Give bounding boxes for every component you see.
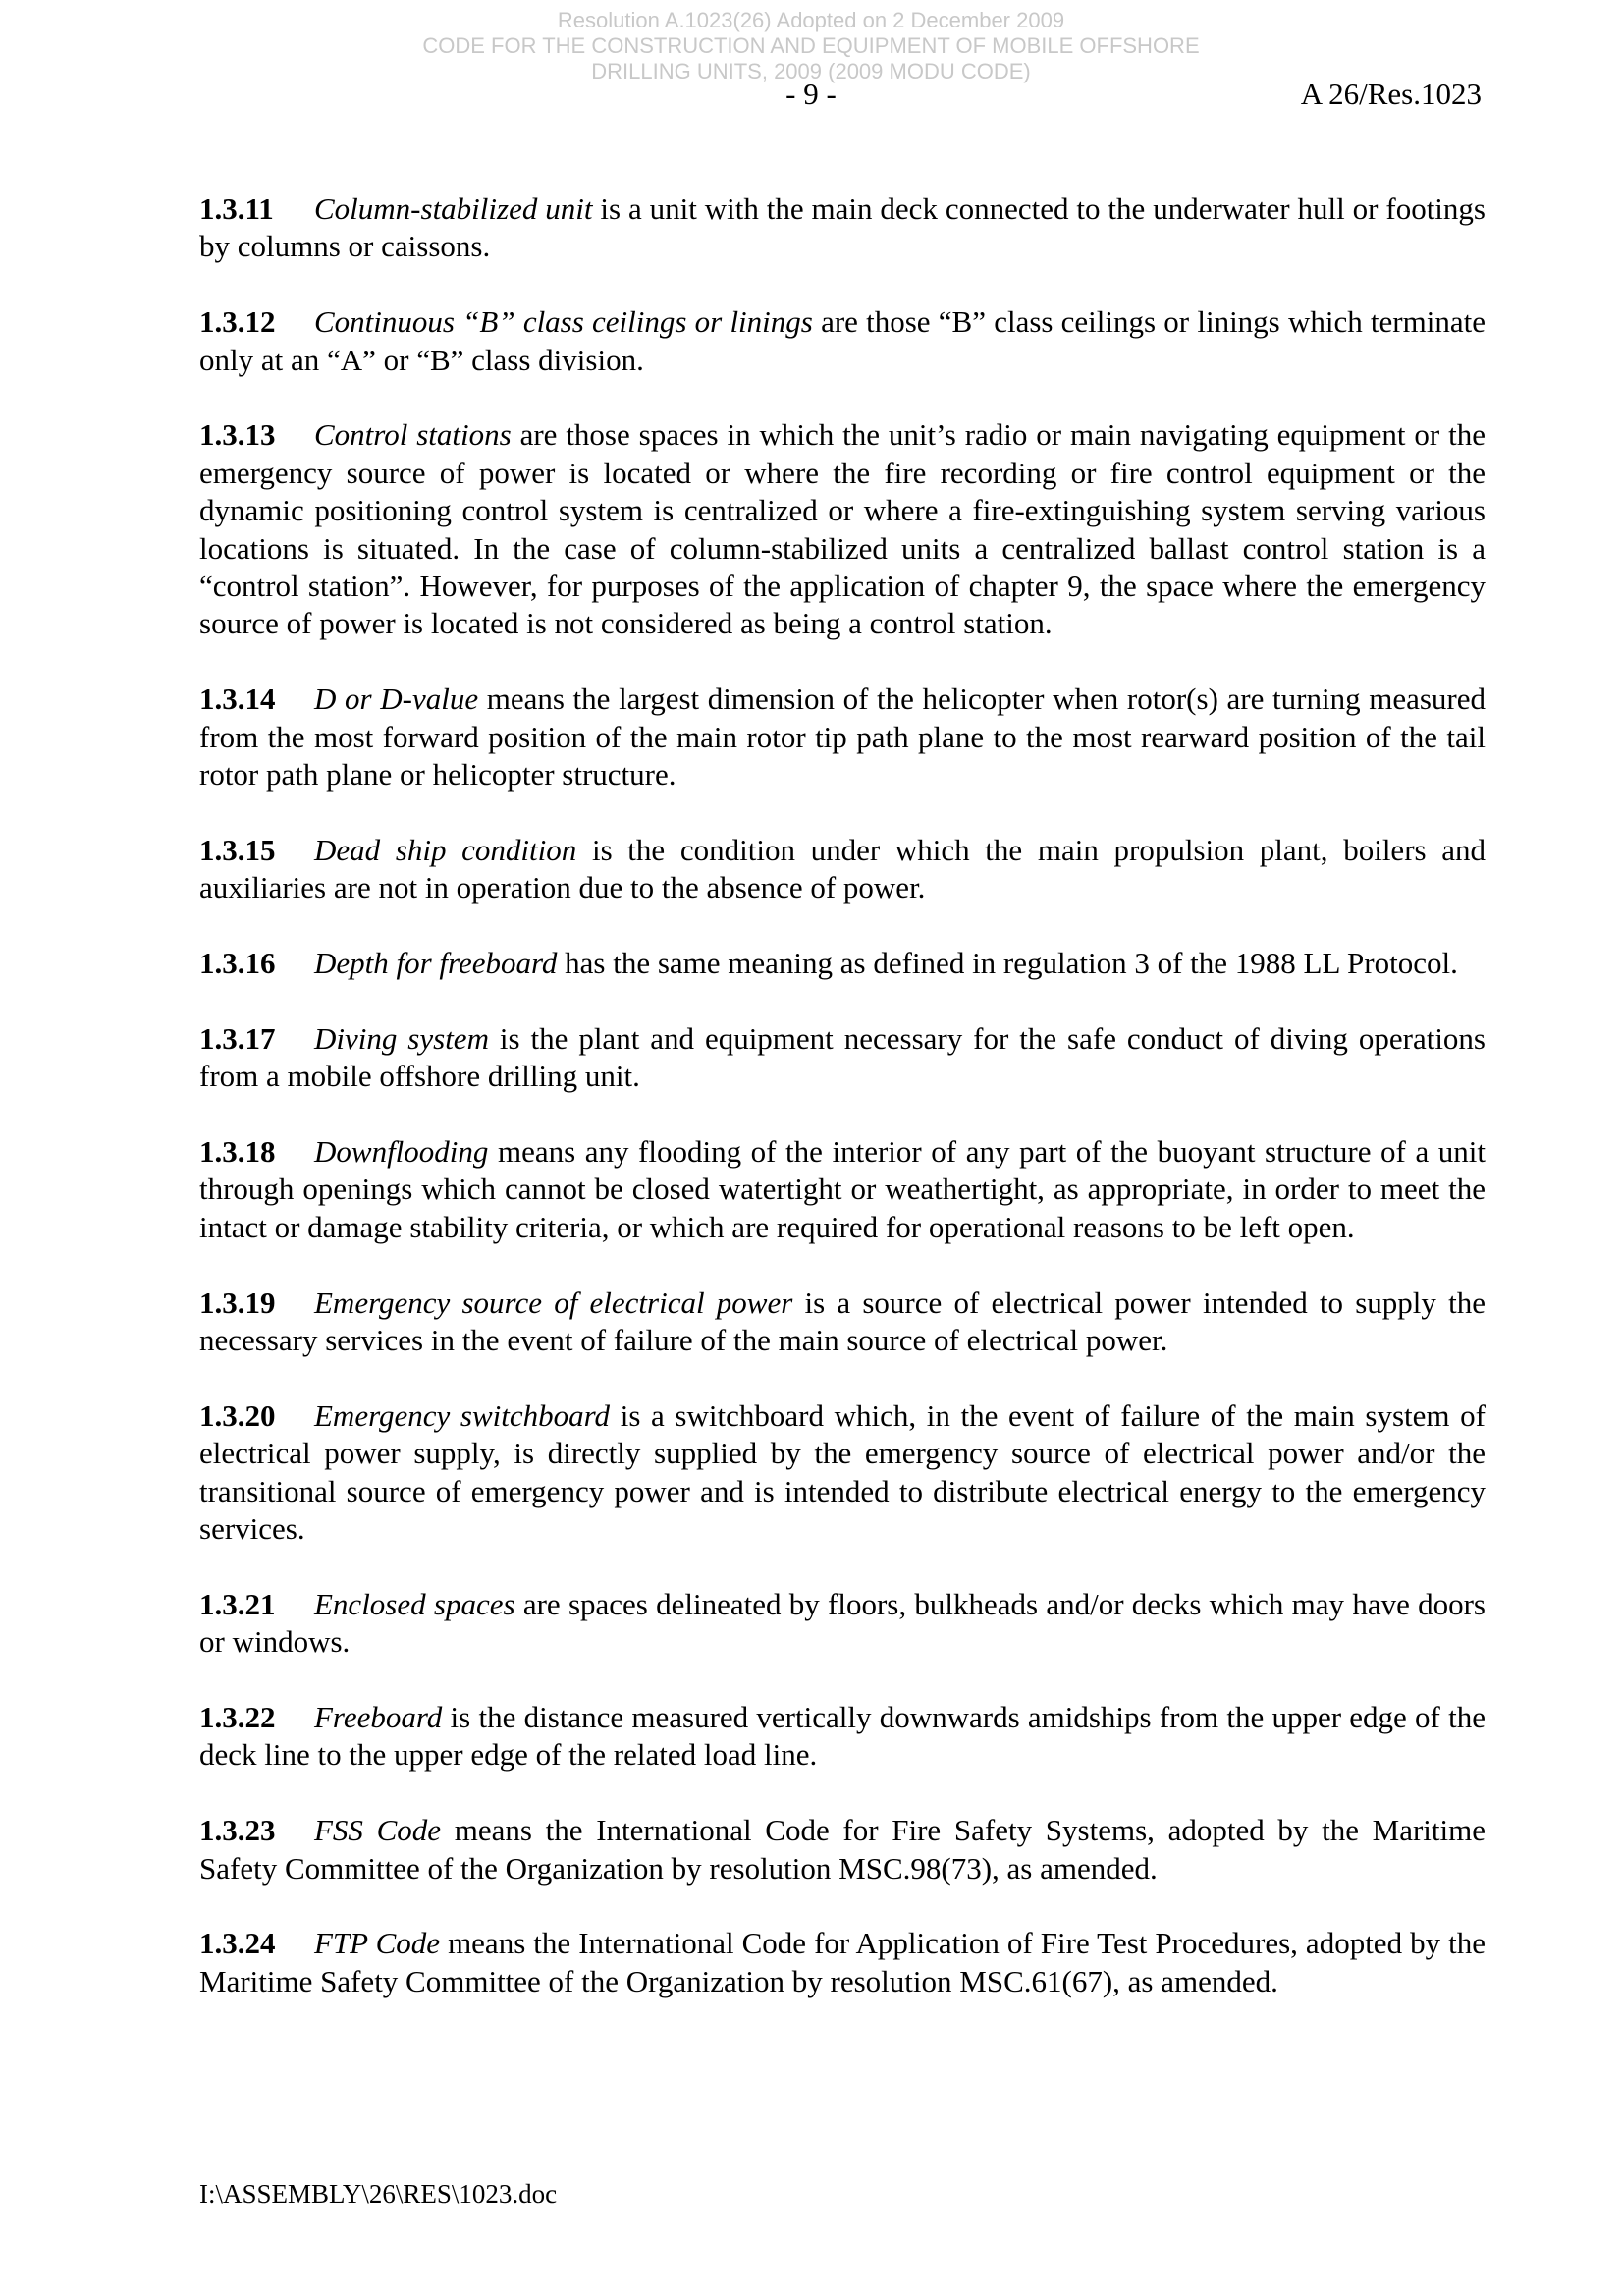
paragraph-number: 1.3.17 [199, 1020, 276, 1056]
defined-term: Continuous “B” class ceilings or linings [314, 304, 813, 340]
definition-paragraph [199, 1133, 1486, 1246]
defined-term: D or D-value [314, 682, 479, 717]
defined-term: FSS Code [314, 1813, 442, 1848]
paragraph-number: 1.3.24 [199, 1926, 276, 1961]
definition-paragraph [199, 1285, 1486, 1360]
definition-paragraph [199, 191, 1486, 266]
definition-text: means any flooding of the interior of any part of the buoyant structure of a unit through openings which cannot be closed watertight or weathertight, as appropriate, in order to meet the intact or damage stability criteria, or which are required for operational reasons to be left open. [199, 1134, 1486, 1244]
watermark-line: DRILLING UNITS, 2009 (2009 MODU CODE) [591, 59, 1031, 83]
paragraph-number: 1.3.15 [199, 832, 276, 867]
definition-text: means the largest dimension of the helicopter when rotor(s) are turning measured from the most forward position of the main rotor tip path plane to the most rearward position of the tail rotor path plane or helicopter structure. [199, 682, 1486, 793]
definition-paragraph [199, 1020, 1486, 1096]
definition-text: is a unit with the main deck connected to the underwater hull or footings by columns or caissons. [199, 191, 1486, 264]
definition-paragraph [199, 832, 1486, 907]
defined-term: Downflooding [314, 1134, 489, 1170]
definition-paragraph [199, 1397, 1486, 1549]
definition-text: has the same meaning as defined in regulation 3 of the 1988 LL Protocol. [557, 946, 1458, 981]
definition-paragraph [199, 416, 1486, 642]
definition-text: are those spaces in which the unit’s radio or main navigating equipment or the emergency source of power is located or where the fire recording or fire control equipment or the dynamic positioning control system is centralized or where a fire-extinguishing system serving various locations is situated. In the case of column-stabilized units a centralized ballast control station is a “control station”. However, for purposes of the application of chapter 9, the space where the emergency source of power is located is not considered as being a control station. [199, 417, 1486, 641]
page-number: - 9 - [785, 77, 837, 111]
paragraph-number: 1.3.19 [199, 1285, 276, 1320]
definition-paragraph [199, 303, 1486, 379]
paragraph-number: 1.3.21 [199, 1586, 276, 1621]
defined-term: Emergency switchboard [314, 1397, 611, 1433]
definition-text: means the International Code for Fire Safety Systems, adopted by the Maritime Safety Committee of the Organization by resolution MSC.98(73), as amended. [199, 1813, 1487, 1886]
paragraph-number: 1.3.18 [199, 1134, 276, 1170]
document-body [199, 191, 1486, 2039]
definition-text: is the condition under which the main propulsion plant, boilers and auxiliaries are not in operation due to the absence of power. [199, 832, 1487, 905]
defined-term: Control stations [314, 417, 512, 453]
paragraph-number: 1.3.14 [199, 682, 276, 717]
defined-term: Column-stabilized unit [314, 191, 593, 226]
document-reference: A 26/Res.1023 [1300, 77, 1482, 111]
paragraph-number: 1.3.22 [199, 1700, 276, 1735]
defined-term: Enclosed spaces [314, 1586, 515, 1621]
definition-text: are spaces delineated by floors, bulkheads and/or decks which may have doors or windows. [199, 1586, 1486, 1660]
defined-term: Dead ship condition [314, 832, 577, 867]
defined-term: Depth for freeboard [314, 946, 558, 981]
footer-file-path: I:\ASSEMBLY\26\RES\1023.doc [199, 2179, 558, 2209]
paragraph-number: 1.3.13 [199, 417, 276, 453]
paragraph-number: 1.3.11 [199, 191, 274, 226]
paragraph-number: 1.3.16 [199, 946, 276, 981]
defined-term: Diving system [314, 1020, 489, 1056]
defined-term: FTP Code [314, 1926, 441, 1961]
watermark-line: CODE FOR THE CONSTRUCTION AND EQUIPMENT OF MOBILE OFFSHORE [422, 33, 1200, 58]
watermark-line: Resolution A.1023(26) Adopted on 2 December 2009 [557, 8, 1065, 32]
definition-paragraph [199, 1925, 1486, 2000]
definition-paragraph [199, 681, 1486, 793]
definition-text: are those “B” class ceilings or linings which terminate only at an “A” or “B” class division. [199, 304, 1486, 377]
definition-text: is the distance measured vertically downwards amidships from the upper edge of the deck line to the upper edge of the related load line. [199, 1700, 1486, 1773]
paragraph-number: 1.3.20 [199, 1397, 276, 1433]
definition-paragraph [199, 1699, 1486, 1775]
definition-paragraph [199, 1586, 1486, 1662]
definition-text: is the plant and equipment necessary for the safe conduct of diving operations from a mobile offshore drilling unit. [199, 1020, 1487, 1094]
definition-text: is a switchboard which, in the event of failure of the main system of electrical power supply, is directly supplied by the emergency source of electrical power and/or the transitional source of emergency power and is intended to distribute electrical energy to the emergency services. [199, 1397, 1486, 1547]
paragraph-number: 1.3.12 [199, 304, 276, 340]
definition-text: means the International Code for Application of Fire Test Procedures, adopted by the Maritime Safety Committee of the Organization by resolution MSC.61(67), as amended. [199, 1926, 1486, 1998]
definition-paragraph [199, 945, 1486, 982]
definition-text: is a source of electrical power intended to supply the necessary services in the event of failure of the main source of electrical power. [199, 1285, 1486, 1358]
definition-paragraph [199, 1812, 1486, 1887]
header-watermark [0, 8, 1622, 84]
paragraph-number: 1.3.23 [199, 1813, 276, 1848]
defined-term: Emergency source of electrical power [314, 1285, 793, 1320]
defined-term: Freeboard [314, 1700, 443, 1735]
